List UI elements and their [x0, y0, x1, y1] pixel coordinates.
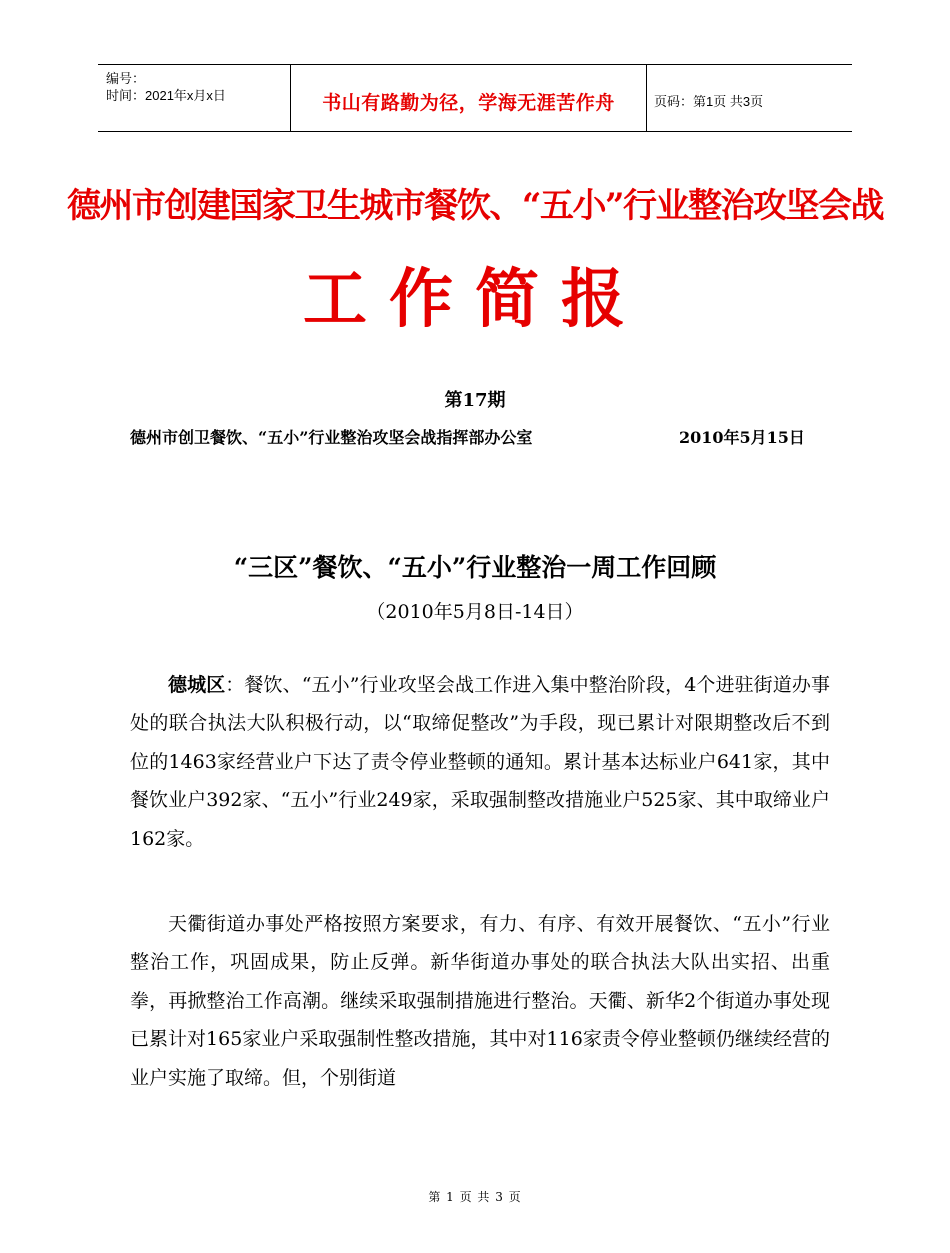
header-divider	[646, 65, 647, 131]
issue-date: 2010年5月15日	[679, 428, 805, 447]
article-subtitle: （2010年5月8日-14日）	[366, 601, 584, 623]
banner-subtitle: 工作简报	[303, 262, 647, 337]
paragraph-body: ：餐饮、“五小”行业攻坚会战工作进入集中整治阶段，4个进驻街道办事处的联合执法大队积极行动，以“取缔促整改”为手段，现已累计对限期整改后不到位的1463家经营业户下达了责令停业整顿的通知。累计基本达标业户641家，其中餐饮业户392家、“五小”行业249家，采取强制整改措施业户525家、其中取缔业户162家。	[130, 674, 830, 850]
article-title: “三区”餐饮、“五小”行业整治一周工作回顾	[233, 553, 717, 582]
header-page-info: 页码：第1页 共3页	[654, 94, 764, 109]
page-footer: 第 1 页 共 3 页	[428, 1190, 522, 1204]
banner-title: 德州市创建国家卫生城市餐饮、“五小”行业整治攻坚会战	[66, 186, 884, 226]
time-label: 时间：2021年x月x日	[106, 88, 226, 103]
paragraph: 天衢街道办事处严格按照方案要求，有力、有序、有效开展餐饮、“五小”行业整治工作，巩固成果，防止反弹。新华街道办事处的联合执法大队出实招、出重拳，再掀整治工作高潮。继续采取强制措施进行整治。天衢、新华2个街道办事处现已累计对165家业户采取强制性整改措施，其中对116家责令停业整顿仍继续经营的业户实施了取缔。但，个别街道	[130, 913, 830, 1089]
header-motto: 书山有路勤为径，学海无涯苦作舟	[322, 92, 615, 114]
paragraph-lead: 德城区	[168, 674, 226, 696]
number-label: 编号：	[106, 71, 146, 86]
issuer: 德州市创卫餐饮、“五小”行业整治攻坚会战指挥部办公室	[130, 428, 533, 447]
header-meta	[106, 70, 226, 104]
issue-number: 第17期	[444, 390, 506, 411]
header-table	[98, 64, 852, 132]
paragraph	[130, 666, 830, 858]
